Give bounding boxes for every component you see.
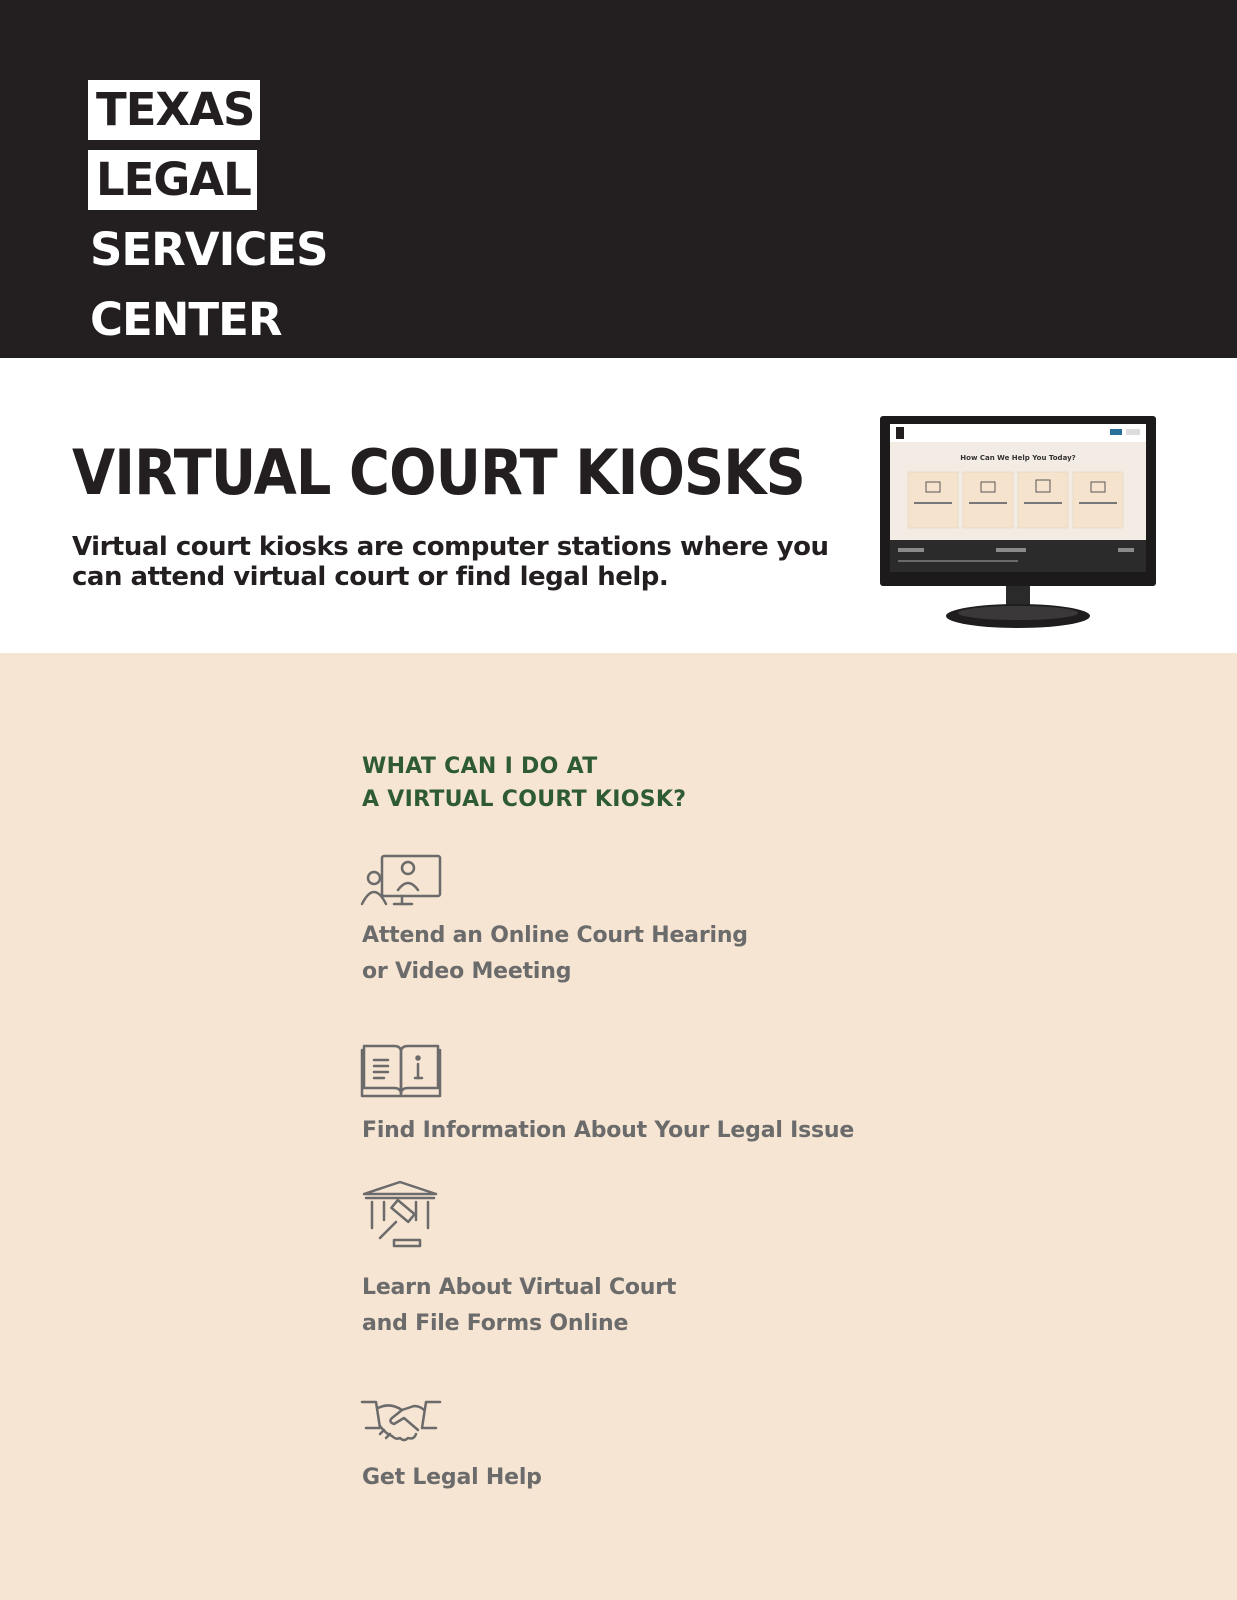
kiosk-monitor-icon: [878, 414, 1158, 632]
info-book-icon: [360, 1036, 442, 1106]
intro-description: Virtual court kiosks are computer stations where you can attend virtual court or find legal help.: [72, 532, 829, 592]
logo-line-center: CENTER: [90, 293, 282, 346]
page-title: VIRTUAL COURT KIOSKS: [72, 436, 805, 509]
feature-label-line1: Learn About Virtual Court: [362, 1275, 677, 1300]
feature-label-line1: Attend an Online Court Hearing: [362, 923, 748, 948]
header-bar: [0, 0, 1237, 358]
feature-label-line1: Find Information About Your Legal Issue: [362, 1118, 855, 1143]
feature-online-court-hearing: [362, 918, 962, 990]
feature-label-line1: Get Legal Help: [362, 1465, 542, 1490]
logo-line-services: SERVICES: [90, 223, 328, 276]
kiosk-screen-heading: How Can We Help You Today?: [960, 454, 1076, 462]
handshake-icon: [360, 1394, 442, 1464]
feature-label-line2: and File Forms Online: [362, 1311, 629, 1336]
section-heading: [362, 750, 782, 816]
video-meeting-icon: [360, 852, 442, 922]
feature-label-line2: or Video Meeting: [362, 959, 572, 984]
logo-line-legal: LEGAL: [88, 150, 257, 210]
logo-line-texas: TEXAS: [88, 80, 260, 140]
texas-legal-services-center-logo[interactable]: [88, 78, 328, 358]
section-heading-line1: WHAT CAN I DO AT: [362, 754, 598, 779]
intro-section: [0, 358, 1237, 653]
courthouse-gavel-icon: [360, 1180, 442, 1250]
feature-find-information: [362, 1113, 962, 1149]
feature-learn-virtual-court: [362, 1270, 962, 1342]
section-heading-line2: A VIRTUAL COURT KIOSK?: [362, 787, 687, 812]
feature-get-legal-help: [362, 1460, 962, 1496]
